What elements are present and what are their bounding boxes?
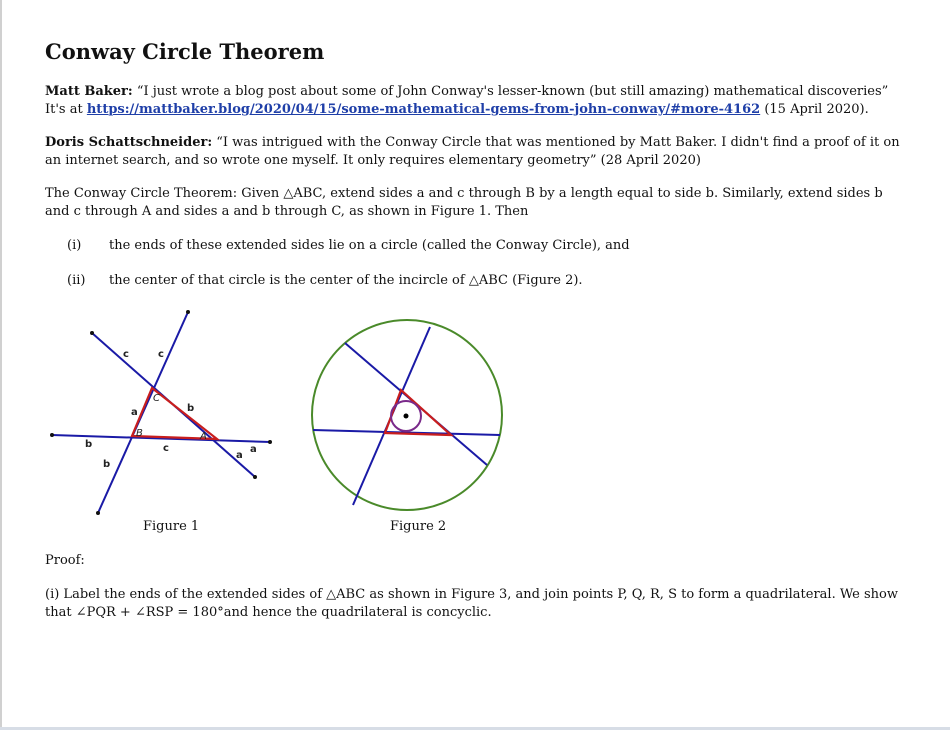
side-label: a [131,407,138,418]
proof-paragraph: (i) Label the ends of the extended sides of △ABC as shown in Figure 3, and join points P, Q, R, S to form a quadrilateral. We show that ∠PQR + ∠RSP = 180°and hence the quadrilateral is concyclic. [45,587,898,620]
quote-text: “I just wrote a blog post about some of John Conway's lesser-known (but still amazing) mathematical discoveries” It's at [45,84,889,117]
vertex-label-a: A [200,431,207,442]
paragraph-matt-baker [45,83,910,119]
side-label: c [158,349,164,360]
vertex-label-c: C [153,393,160,404]
paragraph-doris [45,134,910,170]
extended-line-bc [98,312,188,513]
side-label: a [250,444,257,455]
figure2-caption: Figure 2 [390,519,447,534]
side-label: c [163,443,169,454]
side-label: a [236,450,243,461]
speaker-name: Doris Schattschneider: [45,135,213,150]
triangle-abc [385,390,451,435]
figure2-diagram [305,315,510,515]
side-label: b [85,439,93,450]
side-label: c [123,349,129,360]
page-title: Conway Circle Theorem [45,39,325,64]
quote-date: (15 April 2020). [764,102,869,117]
blog-link[interactable]: https://mattbaker.blog/2020/04/15/some-mathematical-gems-from-john-conway/#more-4162 [86,102,761,117]
incenter-dot [404,414,409,419]
side-label: b [187,403,195,414]
proof-label: Proof: [45,553,85,568]
item-number: (ii) [67,273,86,288]
page-left-border [0,0,2,730]
figure1-diagram [40,305,280,520]
item-text: the ends of these extended sides lie on a circle (called the Conway Circle), and [109,238,630,253]
quote-text: “I was intrigued with the Conway Circle that was mentioned by Matt Baker. I didn't find a proof of it on an internet search, and so wrote one myself. It only requires elementary geometry” (28 April 2020) [45,135,900,168]
item-number: (i) [67,238,82,253]
speaker-name: Matt Baker: [45,84,133,99]
vertex-label-b: B [136,428,143,439]
side-label: b [103,459,111,470]
figure1-caption: Figure 1 [143,519,200,534]
item-text: the center of that circle is the center of the incircle of △ABC (Figure 2). [109,273,583,288]
theorem-statement: The Conway Circle Theorem: Given △ABC, extend sides a and c through B by a length equal to side b. Similarly, extend sides b and c through A and sides a and b through C, as shown in Figure 1. Then [45,186,883,219]
